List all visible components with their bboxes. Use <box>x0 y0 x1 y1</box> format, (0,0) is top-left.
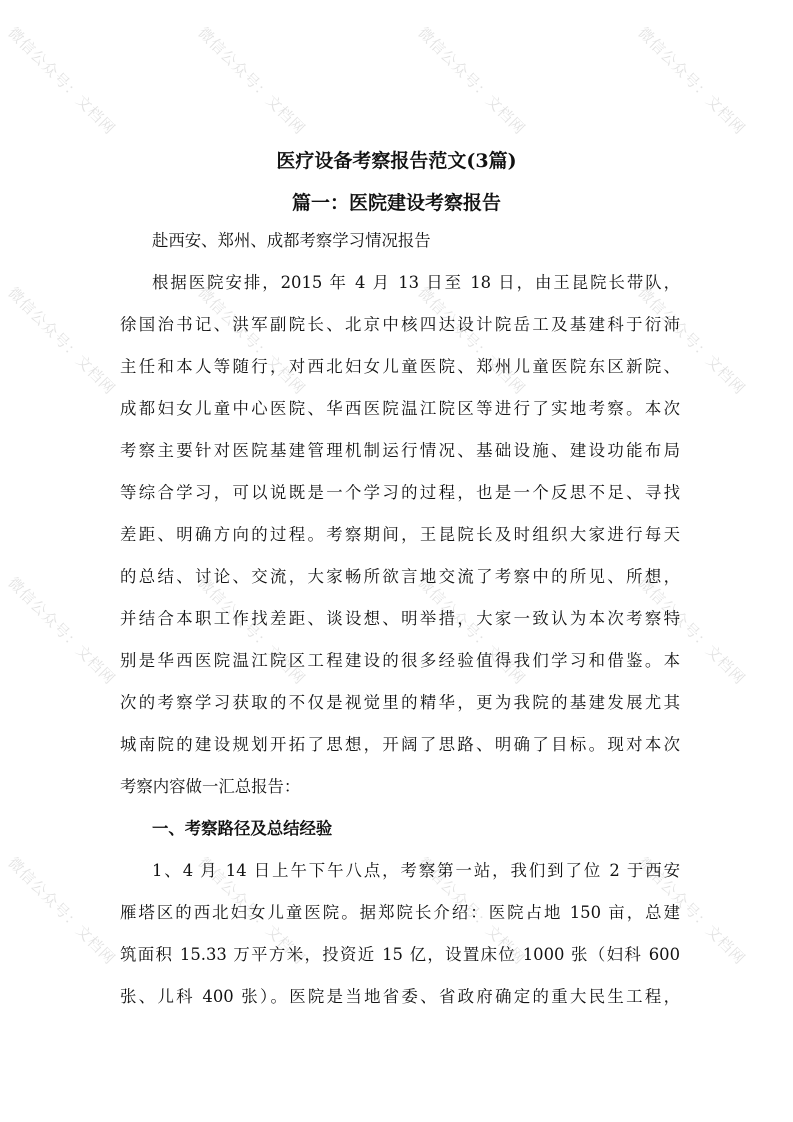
paragraph-line: 1、4 月 14 日上午下午八点，考察第一站，我们到了位 2 于西安 <box>152 861 680 880</box>
paragraph-line: 成都妇女儿童中心医院、华西医院温江院区等进行了实地考察。本次 <box>120 399 680 418</box>
watermark: 微信公众号：文档网 <box>4 853 119 969</box>
paragraph-line: 雁塔区的西北妇女儿童医院。据郑院长介绍：医院占地 150 亩，总建 <box>120 903 680 922</box>
section-heading: 一、考察路径及总结经验 <box>152 819 333 838</box>
paragraph-line: 根据医院安排，2015 年 4 月 13 日至 18 日，由王昆院长带队， <box>152 273 680 292</box>
watermark: 微信公众号：文档网 <box>194 23 309 139</box>
watermark: 微信公众号：文档网 <box>634 283 749 399</box>
paragraph-line: 考察内容做一汇总报告： <box>120 777 301 796</box>
paragraph-line: 筑面积 15.33 万平方米，投资近 15 亿，设置床位 1000 张（妇科 600 <box>120 945 680 964</box>
paragraph-line: 并结合本职工作找差距、谈设想、明举措，大家一致认为本次考察特 <box>120 609 680 628</box>
paragraph-line: 别是华西医院温江院区工程建设的很多经验值得我们学习和借鉴。本 <box>120 651 680 670</box>
paragraph-line: 的总结、讨论、交流，大家畅所欲言地交流了考察中的所见、所想， <box>120 567 680 586</box>
paragraph-line: 主任和本人等随行，对西北妇女儿童医院、郑州儿童医院东区新院、 <box>120 357 680 376</box>
watermark: 微信公众号：文档网 <box>194 573 309 689</box>
watermark: 微信公众号：文档网 <box>194 853 309 969</box>
document-title: 医疗设备考察报告范文(3篇) <box>276 150 517 172</box>
watermark: 微信公众号：文档网 <box>414 573 529 689</box>
document-subtitle: 篇一：医院建设考察报告 <box>291 192 501 214</box>
paragraph-line: 等综合学习，可以说既是一个学习的过程，也是一个反思不足、寻找 <box>120 483 680 502</box>
paragraph-line: 差距、明确方向的过程。考察期间，王昆院长及时组织大家进行每天 <box>120 525 680 544</box>
watermark: 微信公众号：文档网 <box>634 853 749 969</box>
watermark: 微信公众号：文档网 <box>4 23 119 139</box>
watermark: 微信公众号：文档网 <box>634 573 749 689</box>
watermark: 微信公众号：文档网 <box>194 283 309 399</box>
paragraph-line: 次的考察学习获取的不仅是视觉里的精华，更为我院的基建发展尤其 <box>120 693 680 712</box>
paragraph-line: 张、儿科 400 张）。医院是当地省委、省政府确定的重大民生工程， <box>120 987 680 1006</box>
paragraph-line: 考察主要针对医院基建管理机制运行情况、基础设施、建设功能布局 <box>120 441 680 460</box>
watermark: 微信公众号：文档网 <box>414 853 529 969</box>
watermark: 微信公众号：文档网 <box>414 283 529 399</box>
paragraph-line: 徐国治书记、洪军副院长、北京中核四达设计院岳工及基建科于衍沛 <box>120 315 680 334</box>
watermark: 微信公众号：文档网 <box>414 23 529 139</box>
watermark: 微信公众号：文档网 <box>4 283 119 399</box>
watermark: 微信公众号：文档网 <box>4 573 119 689</box>
watermark: 微信公众号：文档网 <box>634 23 749 139</box>
intro-line: 赴西安、郑州、成都考察学习情况报告 <box>152 231 431 250</box>
paragraph-line: 城南院的建设规划开拓了思想，开阔了思路、明确了目标。现对本次 <box>120 735 680 754</box>
